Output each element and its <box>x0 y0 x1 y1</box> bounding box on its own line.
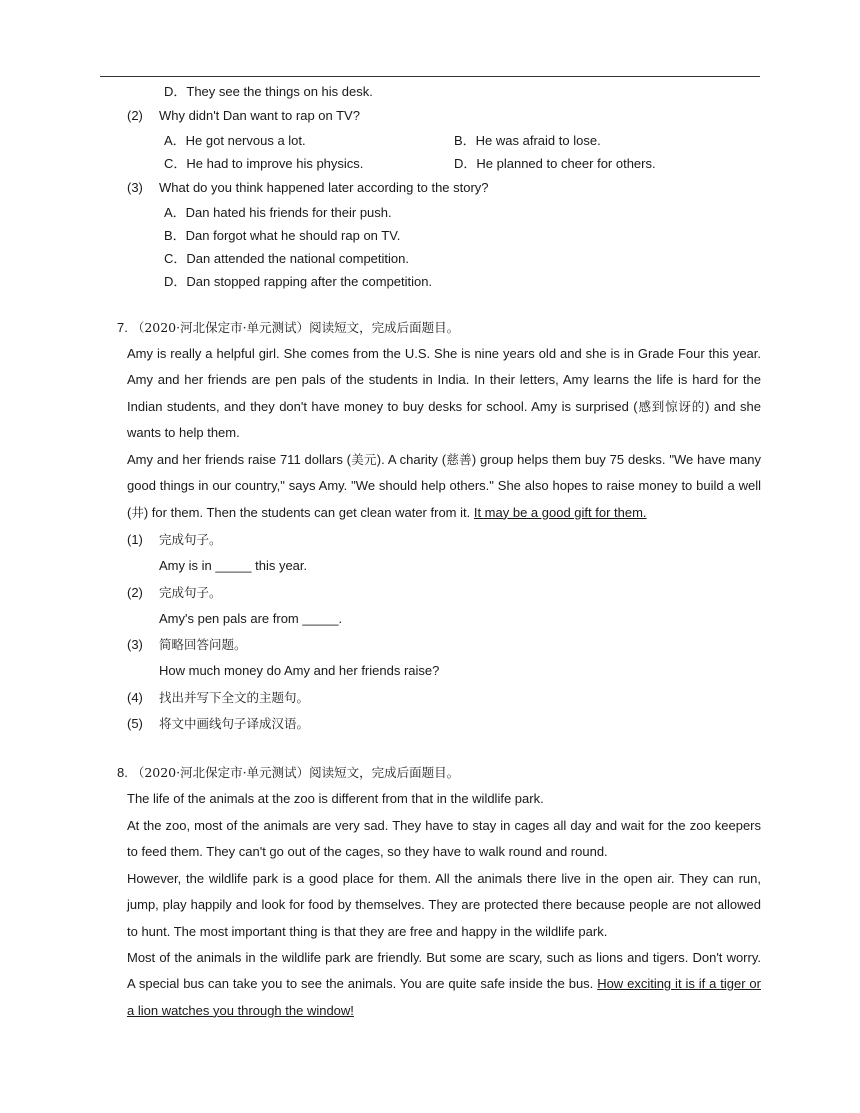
q7-p2-gloss-3: 井 <box>131 504 144 520</box>
q8-header <box>117 764 459 782</box>
q6-sub2-option-c: C．He had to improve his physics. <box>164 156 364 171</box>
q8-p4-text: Most of the animals in the wildlife park are friendly. But some are scary, such as lions and tigers. Don't worry. A special bus can take you to see the animals. You are quite safe inside the bus. <box>127 950 761 992</box>
q7-p1-end: ) and she wants to help them. <box>127 398 761 440</box>
q6-sub3-option-b: B．Dan forgot what he should rap on TV. <box>164 228 401 243</box>
q8-number: 8. <box>117 765 128 780</box>
q7-sub4-label: 找出并写下全文的主题句。 <box>159 690 310 705</box>
q7-sub2-content: Amy's pen pals are from _____. <box>159 611 343 626</box>
q7-p2-text-a: Amy and her friends raise 711 dollars ( <box>127 452 352 467</box>
q7-sub2-number: (2) <box>127 585 143 600</box>
q6-option-d: D．They see the things on his desk. <box>164 84 373 99</box>
q6-sub2-number: (2) <box>127 108 143 123</box>
q8-underlined-sentence: How exciting it is if a tiger or a lion watches you through the window! <box>127 976 761 1018</box>
q7-p1-text: Amy is really a helpful girl. She comes from the U.S. She is nine years old and she is in Grade Four this year. Amy and her friends are pen pals of the students in India. In their letters, Amy learns the life is hard for the Indian students, and they don't have money to buy desks for school. Amy is surprised ( <box>127 346 761 414</box>
q8-paragraph-3: However, the wildlife park is a good place for them. All the animals there live in the open air. They can run, jump, play happily and look for food by themselves. They are protected there because people are not allowed to hunt. The most important thing is that they are free and happy in the wildlife park. <box>127 871 761 939</box>
q6-sub2-option-b: B．He was afraid to lose. <box>454 133 601 148</box>
q7-sub1-content: Amy is in _____ this year. <box>159 558 308 573</box>
q6-sub3-option-c: C．Dan attended the national competition. <box>164 251 409 266</box>
q7-sub2-label: 完成句子。 <box>159 585 222 600</box>
q7-sub3-content: How much money do Amy and her friends raise? <box>159 663 440 678</box>
q8-header-text: （2020·河北保定市·单元测试）阅读短文，完成后面题目。 <box>131 765 460 780</box>
q7-p2-gloss-2: 慈善 <box>446 452 472 467</box>
q6-sub3-stem: What do you think happened later according to the story? <box>159 180 489 195</box>
q7-sub5-label: 将文中画线句子译成汉语。 <box>159 716 310 731</box>
q7-sub3-label: 简略回答问题。 <box>159 637 247 652</box>
q8-paragraph-2: At the zoo, most of the animals are very sad. They have to stay in cages all day and wait for the zoo keepers to feed them. They can't go out of the cages, so they have to walk round and round. <box>127 818 761 860</box>
q7-underlined-sentence: It may be a good gift for them. <box>473 504 647 520</box>
q6-sub2-option-d: D．He planned to cheer for others. <box>454 156 656 171</box>
q7-p2-text-d: ) for them. Then the students can get clean water from it. <box>143 504 474 520</box>
q7-sub1-label: 完成句子。 <box>159 532 222 547</box>
q7-p1-gloss: 感到惊讶的 <box>637 398 706 414</box>
q6-sub2-option-a: A．He got nervous a lot. <box>164 133 306 148</box>
q7-sub5-number: (5) <box>127 716 143 731</box>
q7-sub1-number: (1) <box>127 532 143 547</box>
q6-sub3-option-d: D．Dan stopped rapping after the competition. <box>164 274 433 289</box>
q7-header-text: （2020·河北保定市·单元测试）阅读短文，完成后面题目。 <box>131 320 460 335</box>
q8-paragraph-1: The life of the animals at the zoo is different from that in the wildlife park. <box>127 791 544 806</box>
q7-header <box>117 319 459 337</box>
q7-paragraph-2 <box>127 447 761 526</box>
q7-p2-gloss-1: 美元 <box>351 452 377 467</box>
q6-sub2-stem: Why didn't Dan want to rap on TV? <box>159 108 360 123</box>
q8-paragraph-4 <box>127 945 761 1024</box>
q7-p2-text-b: ). A charity ( <box>376 452 447 467</box>
q7-number: 7. <box>117 320 128 335</box>
q7-paragraph-1 <box>127 341 761 446</box>
q7-sub4-number: (4) <box>127 690 143 705</box>
header-rule <box>100 76 760 77</box>
q6-sub3-number: (3) <box>127 180 143 195</box>
q7-sub3-number: (3) <box>127 637 143 652</box>
q7-p2-text-c: ) group helps them buy 75 desks. "We have many good things in our country," says Amy. "We should help others." She also hopes to raise money to build a well ( <box>127 452 761 520</box>
q6-sub3-option-a: A．Dan hated his friends for their push. <box>164 205 392 220</box>
